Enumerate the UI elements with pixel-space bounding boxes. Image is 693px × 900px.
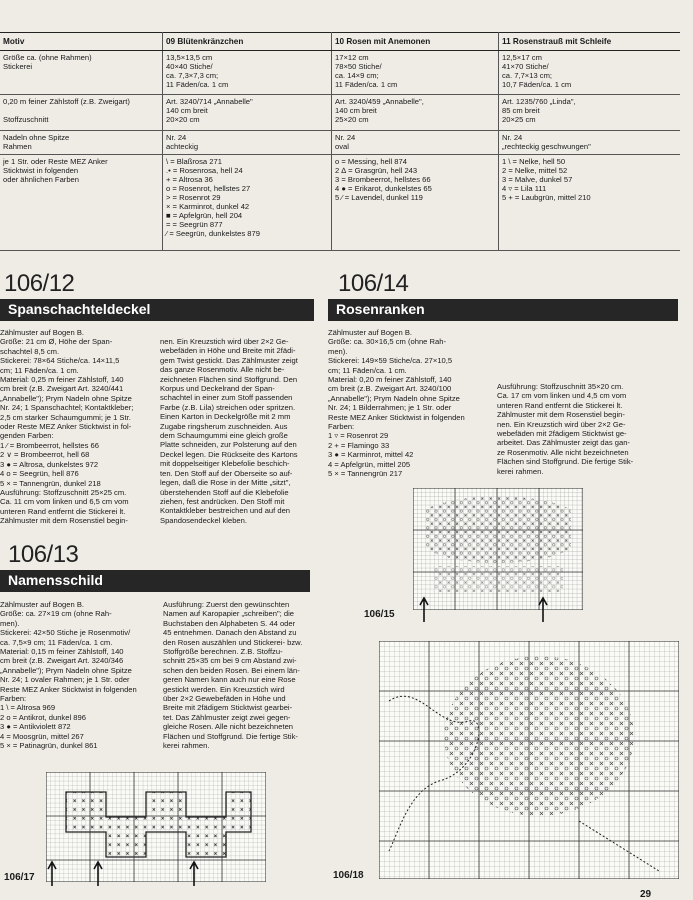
- section-12-text-col2: nen. Ein Kreuzstich wird über 2×2 Ge- webefäden in Höhe und Breite mit 2fädi- gem Twist gestickt. Das Zählmuster zeigt das ganze Rosenmotiv. Alle nicht be- zeichneten Flächen sind Stoffgrund. Den Korpus und Deckelrand der Span- schachtel in einer zum Stoff passenden Farbe (z.B. Lila) streichen oder spritzen. Einen Karton in Deckelgröße mit 2 mm Zugabe ringsherum zuschneiden. Aus dem Schaumgummi eine gleich große Platte schneiden, zur Polsterung auf den Deckel legen. Die Rückseite des Kartons mit doppelseitiger Klebefolie beschich- ten. Den Stoff auf der Oberseite so auf- legen, daß die Rose in der Mitte „sitzt", überstehenden Stoff auf die Klebefolie ziehen, fest andrücken. Den Stoff mit Kontaktkleber bestreichen und auf den Spandosendeckel kleben.: [160, 337, 298, 525]
- chart-106-17-grid: [46, 772, 266, 882]
- chart-arrow-icon: [537, 596, 549, 622]
- materials-table: [0, 32, 680, 251]
- chart-arrow-icon: [92, 860, 104, 886]
- section-title-13: Namensschild: [0, 570, 310, 592]
- chart-106-15-grid: [413, 488, 583, 610]
- section-13-text-col2: Ausführung: Zuerst den gewünschten Namen auf Karopapier „schreiben"; die Buchstaben den Alphabeten S. 44 oder 45 entnehmen. Danach den Abstand zu den Rosen auszählen und Stickerei- bzw. Stoffgröße berechnen. Z.B. Stoffzu- schnitt 25×35 cm bei 9 cm Abstand zwi- schen den beiden Rosen. Bei einem län- geren Namen kann auch nur eine Rose gestickt werden. Ein Kreuzstich wird über 2×2 Gewebefäden in Höhe und Breite mit 2fädigem Sticktwist gearbei- tet. Das Zählmuster zeigt zwei gegen- gleiche Rosen. Alle nicht bezeichneten Flächen und Stoffgrund. Die fertige Stik- kerei rahmen.: [163, 600, 303, 751]
- chart-arrow-icon: [418, 596, 430, 622]
- section-14-text-col1: Zählmuster auf Bogen B. Größe: ca. 30×16,5 cm (ohne Rah- men). Stickerei: 149×59 Stiche/ca. 27×10,5 cm; 11 Fäden/ca. 1 cm. Material: 0,20 m feiner Zählstoff, 140 cm breit (z.B. Zweigart Art. 3240/100 „Annabelle"); Prym Nadeln ohne Spitze Nr. 24; 1 Bilderrahmen; je 1 Str. oder Reste MEZ Anker Sticktwist in folgenden Farben: 1 ▿ = Rosenrot 29 2 + = Flamingo 33 3 ● = Karminrot, mittel 42 4 = Apfelgrün, mittel 205 5 × = Tannengrün 217: [328, 328, 465, 479]
- section-12-text-col1: Zählmuster auf Bogen B. Größe: 21 cm Ø, Höhe der Span- schachtel 8,5 cm. Stickerei: 78×64 Stiche/ca. 14×11,5 cm; 11 Fäden/ca. 1 cm. Material: 0,25 m feiner Zählstoff, 140 cm breit (z.B. Zweigart Art. 3240/441 „Annabelle"); Prym Nadeln ohne Spitze Nr. 24; 1 Spanschachtel; Kontaktkleber; 2,5 cm starker Schaumgummi; je 1 Str. oder Reste MEZ Anker Sticktwist in fol- genden Farben: 1 ⁄ = Brombeerrot, hellstes 66 2 ∨ = Brombeerrot, hell 68 3 ● = Altrosa, dunkelstes 972 4 o = Seegrün, hell 876 5 × = Tannengrün, dunkel 218 Ausführung: Stoffzuschnitt 25×25 cm. Ca. 11 cm vom linken und 6,5 cm vom unteren Rand entfernt die Stickerei lt. Zählmuster mit dem Rosenstiel begin-: [0, 328, 134, 526]
- table-cell: 17×12 cm 78×50 Stiche/ ca. 14×9 cm; 11 Fäden/ca. 1 cm: [332, 51, 499, 95]
- table-cell: o = Messing, hell 874 2 ∆ = Grasgrün, hell 243 3 = Brombeerrot, hellstes 66 4 ● = Erikarot, dunkelstes 65 5 ⁄ = Lavendel, dunkel 119: [332, 155, 499, 251]
- chart-label-17: 106/17: [4, 872, 35, 883]
- table-cell: Nadeln ohne Spitze Rahmen: [0, 131, 163, 155]
- table-cell: \ = Blaßrosa 271 .• = Rosenrosa, hell 24 + = Altrosa 36 o = Rosenrot, hellstes 27 > = Rosenrot 29 × = Karminrot, dunkel 42 ■ = Apfelgrün, hell 204 = = Seegrün 877 ⁄ = Seegrün, dunkelstes 879: [163, 155, 332, 251]
- table-cell: Art. 3240/459 „Annabelle", 140 cm breit 25×20 cm: [332, 95, 499, 131]
- table-cell: Art. 1235/760 „Linda", 85 cm breit 20×25 cm: [499, 95, 681, 131]
- table-header: 10 Rosen mit Anemonen: [332, 33, 499, 51]
- table-header: 11 Rosenstrauß mit Schleife: [499, 33, 681, 51]
- chart-106-18-grid: [379, 641, 679, 879]
- table-cell: Nr. 24 achteckig: [163, 131, 332, 155]
- table-cell: je 1 Str. oder Reste MEZ Anker Sticktwist in folgenden oder ähnlichen Farben: [0, 155, 163, 251]
- table-header: 09 Blütenkränzchen: [163, 33, 332, 51]
- table-cell: 1 \ = Nelke, hell 50 2 = Nelke, mittel 52 3 = Malve, dunkel 57 4 ▿ = Lila 111 5 + = Laubgrün, mittel 210: [499, 155, 681, 251]
- table-cell: 12,5×17 cm 41×70 Stiche/ ca. 7,7×13 cm; 10,7 Fäden/ca. 1 cm: [499, 51, 681, 95]
- section-number-13: 106/13: [8, 541, 79, 568]
- table-cell: Größe ca. (ohne Rahmen) Stickerei: [0, 51, 163, 95]
- table-cell: Art. 3240/714 „Annabelle" 140 cm breit 20×20 cm: [163, 95, 332, 131]
- table-header: Motiv: [0, 33, 163, 51]
- table-cell: Nr. 24 oval: [332, 131, 499, 155]
- section-13-text-col1: Zählmuster auf Bogen B. Größe: ca. 27×19 cm (ohne Rah- men). Stickerei: 42×50 Stiche je Rosenmotiv/ ca. 7,5×9 cm; 11 Fäden/ca. 1 cm. Material: 0,15 m feiner Zählstoff, 140 cm breit (z.B. Zweigart Art. 3240/346 „Annabelle"); Prym Nadeln ohne Spitze Nr. 24; 1 ovaler Rahmen; je 1 Str. oder Reste MEZ Anker Sticktwist in folgenden Farben: 1 \ = Altrosa 969 2 o = Antikrot, dunkel 896 3 ● = Antikviolett 872 4 = Moosgrün, mittel 267 5 × = Patinagrün, dunkel 861: [0, 600, 137, 751]
- table-cell: 0,20 m feiner Zählstoff (z.B. Zweigart) Stoffzuschnitt: [0, 95, 163, 131]
- chart-arrow-icon: [46, 860, 58, 886]
- page-number: 29: [640, 889, 652, 900]
- chart-arrow-icon: [188, 860, 200, 886]
- section-14-text-col2: Ausführung: Stoffzuschnitt 35×20 cm. Ca. 17 cm vom linken und 4,5 cm vom unteren Rand entfernt die Stickerei lt. Zählmuster mit dem Rosenstiel begin- nen. Ein Kreuzstich wird über 2×2 Ge- webefäden mit 2fädigem Sticktwist ge- arbeitet. Das Zählmuster zeigt das gan- ze Rosenmotiv. Alle nicht bezeichneten Flächen sind Stoffgrund. Die fertige Stik- kerei rahmen.: [497, 382, 634, 476]
- section-title-14: Rosenranken: [328, 299, 678, 321]
- table-cell: 13,5×13,5 cm 40×40 Stiche/ ca. 7,3×7,3 cm; 11 Fäden/ca. 1 cm: [163, 51, 332, 95]
- section-title-12: Spanschachteldeckel: [0, 299, 314, 321]
- section-number-12: 106/12: [4, 270, 75, 297]
- chart-label-15: 106/15: [364, 609, 395, 620]
- chart-label-18: 106/18: [333, 870, 364, 881]
- section-number-14: 106/14: [338, 270, 409, 297]
- table-cell: Nr. 24 „rechteckig geschwungen": [499, 131, 681, 155]
